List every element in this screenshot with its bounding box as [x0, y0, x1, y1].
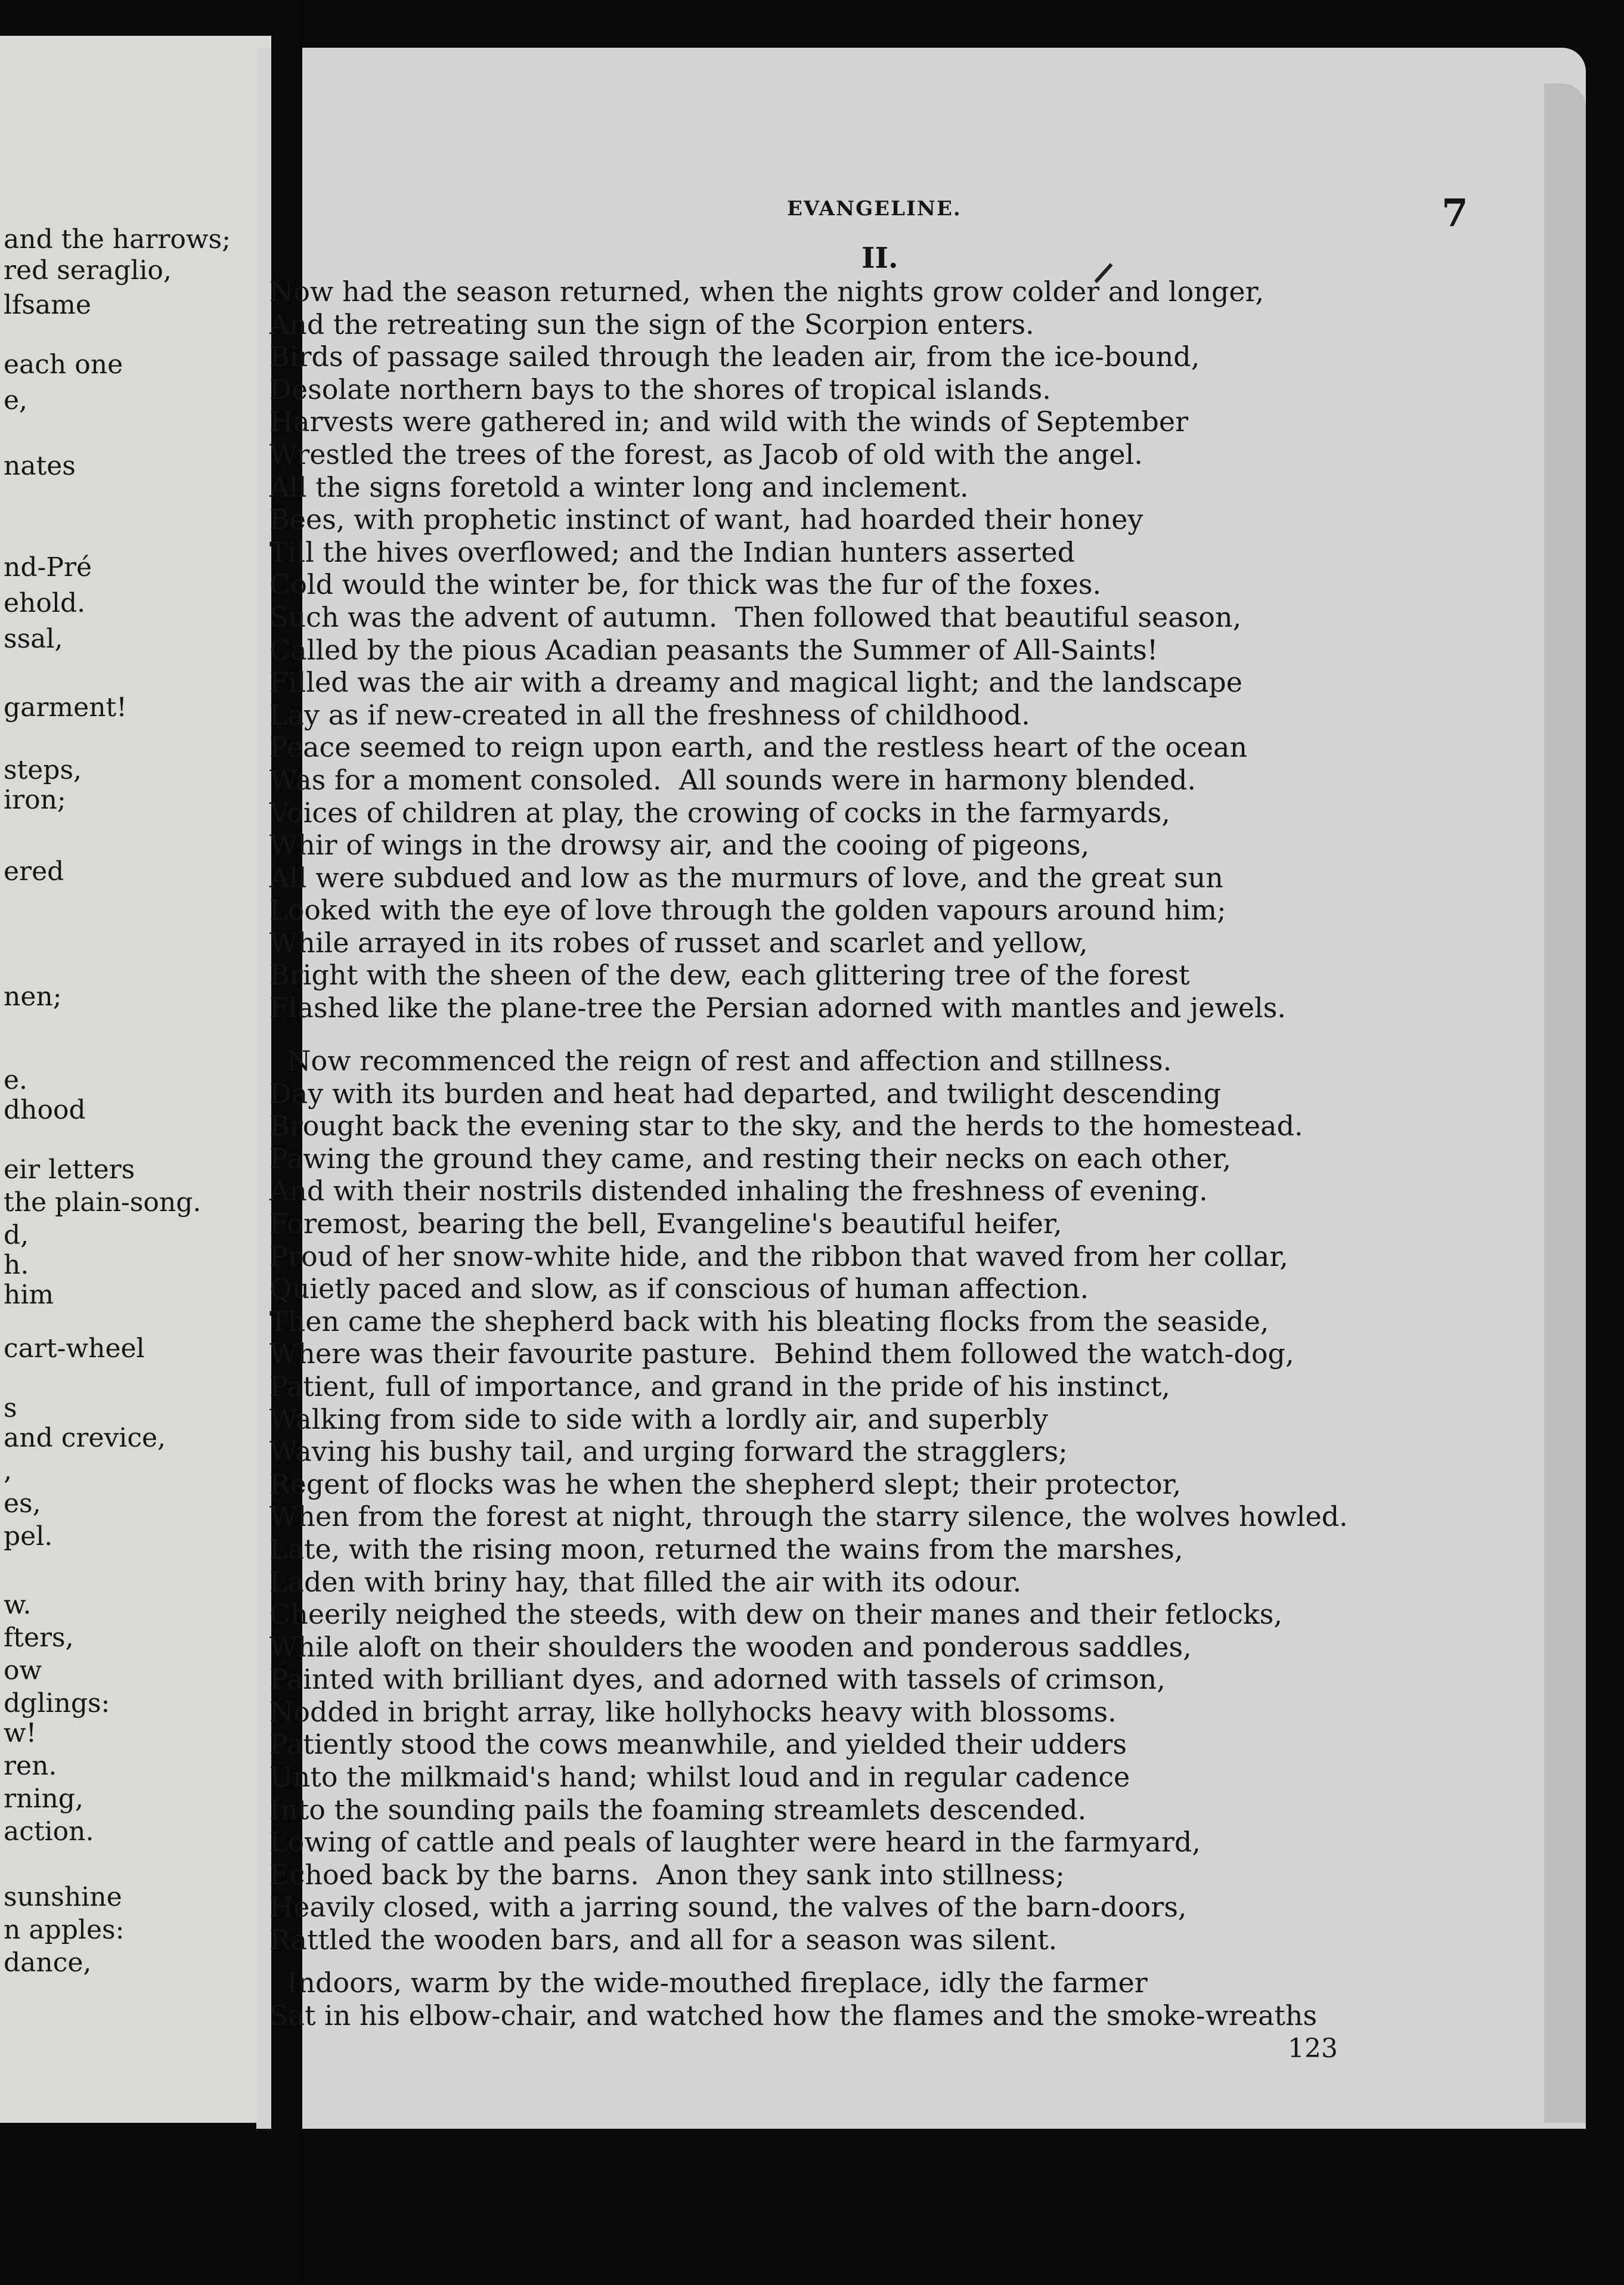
left-page-fragment: each one [4, 349, 123, 380]
verse-line: Was for a moment consoled. All sounds were in harmony blended. [269, 763, 1197, 796]
left-page-fragment: ered [4, 856, 64, 887]
left-page-fragment: red seraglio, [4, 255, 172, 286]
page-edge-shadow [1544, 83, 1586, 2123]
section-heading: II. [861, 241, 898, 275]
page-number: 7 [1442, 191, 1468, 236]
verse-line: Peace seemed to reign upon earth, and the restless heart of the ocean [269, 731, 1248, 764]
left-page-fragment: steps, [4, 755, 82, 785]
verse-line: And with their nostrils distended inhaling the freshness of evening. [269, 1175, 1208, 1207]
left-page-fragment: d, [4, 1220, 29, 1250]
left-page-fragment: n apples: [4, 1915, 125, 1945]
left-page-fragment: ren. [4, 1751, 57, 1781]
signature-mark: 123 [1288, 2033, 1338, 2064]
verse-line: Called by the pious Acadian peasants the Summer of All-Saints! [269, 633, 1158, 666]
left-page-fragment: the plain-song. [4, 1187, 202, 1218]
verse-line: Laden with briny hay, that filled the air with its odour. [269, 1565, 1022, 1598]
verse-line: Now had the season returned, when the nights grow colder and longer, [269, 275, 1265, 308]
left-page-fragment: fters, [4, 1623, 74, 1653]
left-page-fragment: cart-wheel [4, 1333, 145, 1364]
verse-line: While aloft on their shoulders the wooden and ponderous saddles, [269, 1630, 1192, 1663]
verse-line: Day with its burden and heat had departed, and twilight descending [269, 1077, 1222, 1110]
verse-line: Where was their favourite pasture. Behind them followed the watch-dog, [269, 1337, 1294, 1370]
left-page-fragment: w! [4, 1718, 37, 1748]
verse-line: Nodded in bright array, like hollyhocks heavy with blossoms. [269, 1695, 1117, 1728]
verse-line: Quietly paced and slow, as if conscious of human affection. [269, 1272, 1089, 1305]
verse-line: Filled was the air with a dreamy and magical light; and the landscape [269, 666, 1242, 699]
left-page [0, 36, 271, 2123]
verse-line: Bright with the sheen of the dew, each glittering tree of the forest [269, 959, 1190, 992]
verse-line: Then came the shepherd back with his bleating flocks from the seaside, [269, 1305, 1269, 1337]
verse-line: Sat in his elbow-chair, and watched how the flames and the smoke-wreaths [269, 1999, 1318, 2032]
verse-line: Cheerily neighed the steeds, with dew on their manes and their fetlocks, [269, 1598, 1282, 1631]
verse-line: Wrestled the trees of the forest, as Jacob of old with the angel. [269, 438, 1143, 470]
verse-line: Till the hives overflowed; and the Indian hunters asserted [269, 535, 1076, 568]
verse-line: Bees, with prophetic instinct of want, had hoarded their honey [269, 503, 1143, 536]
left-page-fragment: h. [4, 1250, 29, 1280]
left-page-fragment: es, [4, 1488, 41, 1519]
verse-line: Unto the milkmaid's hand; whilst loud and in regular cadence [269, 1761, 1130, 1794]
verse-line: Voices of children at play, the crowing of cocks in the farmyards, [269, 796, 1170, 829]
stanza-3 [269, 1967, 1545, 2032]
verse-line: Looked with the eye of love through the golden vapours around him; [269, 894, 1226, 927]
verse-line: Patient, full of importance, and grand in the pride of his instinct, [269, 1370, 1170, 1402]
verse-line: Indoors, warm by the wide-mouthed fireplace, idly the farmer [269, 1967, 1148, 1999]
verse-line: Regent of flocks was he when the shepherd slept; their protector, [269, 1467, 1182, 1500]
left-page-fragment: e, [4, 385, 28, 416]
left-page-fragment: ow [4, 1655, 42, 1686]
left-page-fragment: eir letters [4, 1154, 135, 1185]
left-page-fragment: him [4, 1280, 54, 1310]
left-page-fragment: , [4, 1456, 12, 1486]
verse-line: Desolate northern bays to the shores of tropical islands. [269, 373, 1051, 405]
verse-line: All the signs foretold a winter long and inclement. [269, 470, 969, 503]
verse-line: Harvests were gathered in; and wild with the winds of September [269, 405, 1189, 438]
verse-line: And the retreating sun the sign of the Scorpion enters. [269, 308, 1034, 340]
left-page-fragment: nates [4, 451, 76, 481]
left-page-fragment: iron; [4, 785, 66, 815]
left-page-fragment: pel. [4, 1521, 53, 1552]
left-page-fragment: action. [4, 1816, 94, 1847]
left-page-fragment: ssal, [4, 624, 63, 654]
verse-line: Rattled the wooden bars, and all for a season was silent. [269, 1924, 1058, 1956]
verse-line: Cold would the winter be, for thick was the fur of the foxes. [269, 568, 1102, 601]
left-page-fragment: lfsame [4, 290, 91, 320]
verse-line: Such was the advent of autumn. Then followed that beautiful season, [269, 600, 1242, 633]
left-page-fragment: dhood [4, 1095, 86, 1125]
verse-line: Pawing the ground they came, and resting their necks on each other, [269, 1142, 1232, 1175]
left-page-fragment: and crevice, [4, 1423, 166, 1453]
left-page-fragment: ehold. [4, 588, 86, 618]
running-head: EVANGELINE. [787, 197, 962, 221]
verse-line: Patiently stood the cows meanwhile, and yielded their udders [269, 1728, 1127, 1761]
stanza-2 [269, 1045, 1545, 1956]
verse-line: All were subdued and low as the murmurs of love, and the great sun [269, 861, 1223, 894]
left-page-fragment: rning, [4, 1784, 83, 1814]
verse-line: Walking from side to side with a lordly air, and superbly [269, 1402, 1049, 1435]
verse-line: Whir of wings in the drowsy air, and the cooing of pigeons, [269, 829, 1090, 862]
verse-line: Lowing of cattle and peals of laughter were heard in the farmyard, [269, 1826, 1201, 1859]
verse-line: Now recommenced the reign of rest and affection and stillness. [269, 1045, 1172, 1077]
left-page-fragment: dance, [4, 1947, 92, 1978]
verse-line: While arrayed in its robes of russet and scarlet and yellow, [269, 926, 1088, 959]
verse-line: Foremost, bearing the bell, Evangeline's beautiful heifer, [269, 1207, 1062, 1240]
left-page-fragment: nen; [4, 982, 62, 1012]
verse-line: Painted with brilliant dyes, and adorned with tassels of crimson, [269, 1663, 1166, 1696]
left-page-fragment: nd-Pré [4, 552, 92, 583]
verse-line: When from the forest at night, through the starry silence, the wolves howled. [269, 1500, 1348, 1533]
verse-line: Proud of her snow-white hide, and the ribbon that waved from her collar, [269, 1240, 1288, 1272]
left-page-fragment: e. [4, 1065, 28, 1095]
stanza-1 [269, 275, 1545, 1024]
verse-line: Birds of passage sailed through the leaden air, from the ice-bound, [269, 340, 1200, 373]
verse-line: Lay as if new-created in all the freshness of childhood. [269, 698, 1030, 731]
left-page-fragment: garment! [4, 692, 127, 723]
verse-line: Waving his bushy tail, and urging forward the stragglers; [269, 1435, 1068, 1468]
verse-line: Flashed like the plane-tree the Persian adorned with mantles and jewels. [269, 992, 1286, 1024]
left-page-fragment: dglings: [4, 1688, 110, 1719]
verse-line: Brought back the evening star to the sky, and the herds to the homestead. [269, 1110, 1303, 1142]
left-page-fragment: w. [4, 1590, 32, 1620]
left-page-fragment: sunshine [4, 1882, 122, 1912]
verse-line: Late, with the rising moon, returned the wains from the marshes, [269, 1532, 1183, 1565]
verse-line: Echoed back by the barns. Anon they sank into stillness; [269, 1858, 1065, 1891]
verse-line: Into the sounding pails the foaming streamlets descended. [269, 1793, 1087, 1826]
verse-line: Heavily closed, with a jarring sound, the valves of the barn-doors, [269, 1891, 1187, 1924]
left-page-fragment: and the harrows; [4, 224, 231, 255]
left-page-fragment: s [4, 1393, 17, 1423]
